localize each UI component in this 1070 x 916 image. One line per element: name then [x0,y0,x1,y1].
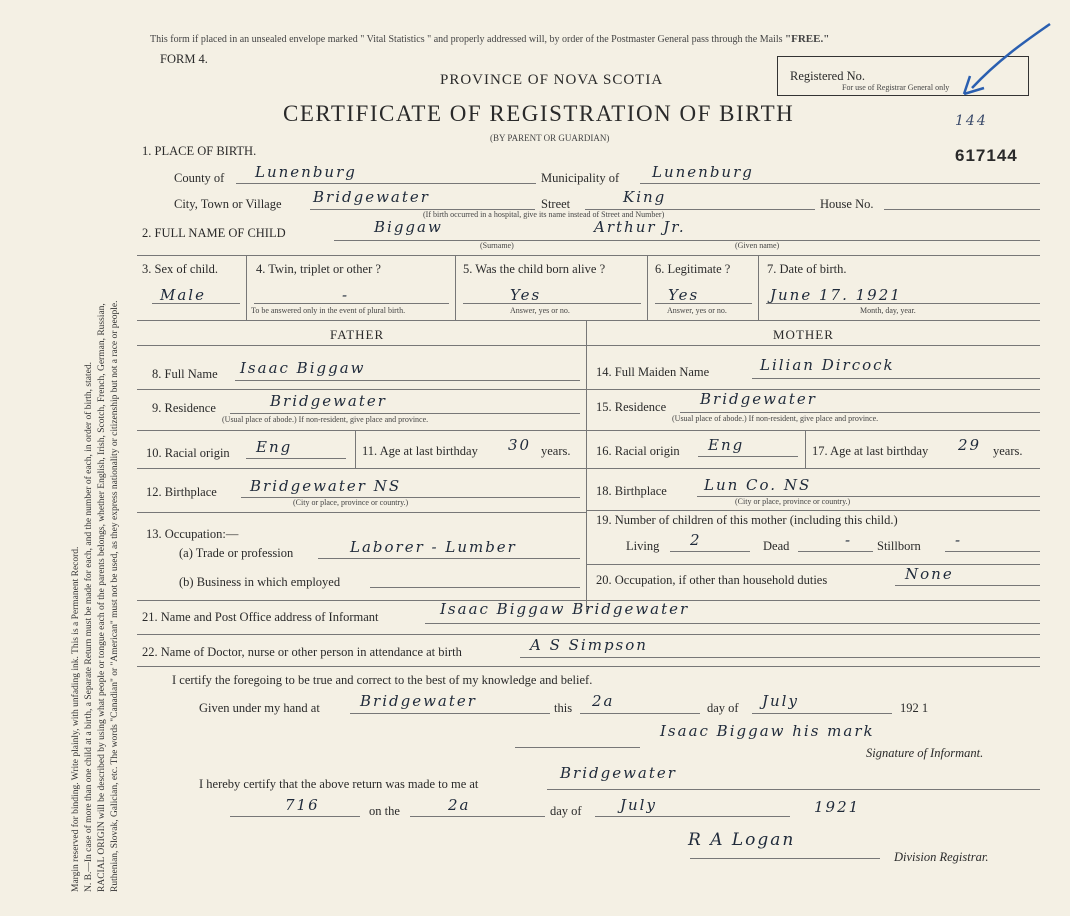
attendant-value: A S Simpson [530,636,648,654]
mother-birthplace-note: (City or place, province or country.) [735,497,851,506]
father-birthplace-note: (City or place, province or country.) [293,498,409,507]
given-place-value: Bridgewater [360,692,477,710]
father-racial-label: 10. Racial origin [146,446,230,460]
county-value: Lunenburg [255,163,357,181]
mother-residence-label: 15. Residence [596,400,667,414]
sex-label: 3. Sex of child. [142,262,219,276]
arrow-mark-icon [950,18,1060,98]
surname-caption: (Surname) [480,241,514,250]
mother-years-label: years. [993,444,1023,458]
date-of-birth-value: June 17. 1921 [770,286,902,304]
dead-label: Dead [763,539,790,553]
father-name-label: 8. Full Name [152,367,218,381]
on-the-label: on the [369,804,400,818]
living-value: 2 [690,531,702,549]
father-residence-label: 9. Residence [152,401,216,415]
informant-signature: Isaac Biggaw his mark [660,722,875,740]
registered-label: Registered No. [790,69,865,83]
signature-caption: Signature of Informant. [866,746,984,760]
mother-birthplace-value: Lun Co. NS [704,476,812,494]
handwritten-number: 144 [955,113,988,129]
stillborn-label: Stillborn [877,539,921,553]
informant-value: Isaac Biggaw Bridgewater [440,600,690,618]
twin-value: - [342,286,350,304]
father-residence-value: Bridgewater [270,392,387,410]
certificate-subtitle: (BY PARENT OR GUARDIAN) [490,133,610,143]
registered-note: For use of Registrar General only [842,83,950,92]
living-label: Living [626,539,660,553]
margin-line-3: RACIAL ORIGIN will be described by using what people or tongue each of the parents belongs, whether English, Irish, Scotch, French, German, Russian, [97,303,107,892]
registrar-day-of-label: day of [550,804,582,818]
mother-racial-label: 16. Racial origin [596,444,680,458]
margin-line-1: Margin reserved for binding. Write plainly, with unfading ink. This is a Permanent Record. [71,546,81,892]
father-trade-label: (a) Trade or profession [179,546,294,560]
born-alive-label: 5. Was the child born alive ? [463,262,606,276]
margin-line-2: N. B.—In case of more than one child at a birth, a Separate Return must be made for each, and the number of each, in order of birth, stated. [84,362,94,892]
street-value: King [623,188,667,206]
margin-line-4: Ruthenian, Slovak, Galician, etc. The words "Canadian" or "American" must not be used, as they express nationality or citizenship but not a race or people. [110,300,120,892]
father-trade-value: Laborer - Lumber [350,538,517,556]
father-years-label: years. [541,444,571,458]
mother-residence-value: Bridgewater [700,390,817,408]
mother-heading: MOTHER [773,327,834,342]
stillborn-value: - [955,531,963,549]
municipality-label: Municipality of [541,171,620,185]
father-age-value: 30 [508,436,532,454]
father-residence-note: (Usual place of abode.) If non-resident, give place and province. [222,415,429,424]
street-label: Street [541,197,571,211]
father-heading: FATHER [330,327,385,342]
date-note: Month, day, year. [860,306,916,315]
sex-value: Male [160,286,206,304]
house-no-label: House No. [820,197,874,211]
given-day-value: 2a [592,692,615,710]
date-of-birth-label: 7. Date of birth. [767,262,847,276]
this-label: this [554,701,573,715]
children-count-label: 19. Number of children of this mother (including this child.) [596,513,898,527]
registrar-place-value: Bridgewater [560,764,677,782]
attendant-label: 22. Name of Doctor, nurse or other person in attendance at birth [142,645,462,659]
registrar-day-value: 2a [448,796,471,814]
mother-racial-value: Eng [708,436,745,454]
child-name-label: 2. FULL NAME OF CHILD [142,226,286,240]
mother-age-label: 17. Age at last birthday [812,444,929,458]
father-birthplace-value: Bridgewater NS [250,477,402,495]
born-alive-note: Answer, yes or no. [510,306,570,315]
hospital-note: (If birth occurred in a hospital, give its name instead of Street and Number) [423,210,665,219]
place-of-birth-label: 1. PLACE OF BIRTH. [142,144,257,158]
certificate-title: CERTIFICATE OF REGISTRATION OF BIRTH [283,101,795,126]
mother-age-value: 29 [958,436,982,454]
registrar-statement: I hereby certify that the above return was made to me at [199,777,479,791]
registration-number: 617144 [955,146,1018,165]
mother-occupation-value: None [905,565,954,583]
county-label: County of [174,171,225,185]
registrar-number-value: 716 [285,796,320,814]
child-given-value: Arthur Jr. [594,218,686,236]
certify-statement: I certify the foregoing to be true and correct to the best of my knowledge and belief. [172,673,593,687]
father-occupation-label: 13. Occupation:— [146,527,239,541]
day-of-label: day of [707,701,739,715]
municipality-value: Lunenburg [652,163,754,181]
twin-note: To be answered only in the event of plural birth. [251,306,406,315]
informant-label: 21. Name and Post Office address of Informant [142,610,379,624]
given-under-hand-label: Given under my hand at [199,701,320,715]
father-business-label: (b) Business in which employed [179,575,341,589]
registrar-year-value: 1921 [814,798,861,816]
mother-name-value: Lilian Dircock [760,356,895,374]
father-birthplace-label: 12. Birthplace [146,485,217,499]
form-number: FORM 4. [160,52,208,66]
given-year-value: 192 1 [900,701,929,715]
father-age-label: 11. Age at last birthday [362,444,478,458]
division-registrar-caption: Division Registrar. [894,850,989,864]
city-label: City, Town or Village [174,197,282,211]
born-alive-value: Yes [510,286,542,304]
given-name-caption: (Given name) [735,241,780,250]
child-surname-value: Biggaw [374,218,443,236]
province-title: PROVINCE OF NOVA SCOTIA [440,72,664,88]
registrar-month-value: July [620,796,657,814]
mother-occupation-label: 20. Occupation, if other than household duties [596,573,828,587]
father-name-value: Isaac Biggaw [240,359,366,377]
legitimate-label: 6. Legitimate ? [655,262,731,276]
mother-name-label: 14. Full Maiden Name [596,365,710,379]
dead-value: - [845,531,853,549]
mail-notice: This form if placed in an unsealed envelope marked " Vital Statistics " and properly addressed will, by order of the Postmaster General pass through the Mails "FREE." [150,33,830,45]
registrar-signature: R A Logan [688,830,796,850]
twin-label: 4. Twin, triplet or other ? [256,262,381,276]
legitimate-note: Answer, yes or no. [667,306,727,315]
mother-residence-note: (Usual place of abode.) If non-resident, give place and province. [672,414,879,423]
father-racial-value: Eng [256,438,293,456]
mother-birthplace-label: 18. Birthplace [596,484,667,498]
given-month-value: July [762,692,799,710]
city-value: Bridgewater [313,188,430,206]
margin-instructions [70,0,122,892]
legitimate-value: Yes [668,286,700,304]
